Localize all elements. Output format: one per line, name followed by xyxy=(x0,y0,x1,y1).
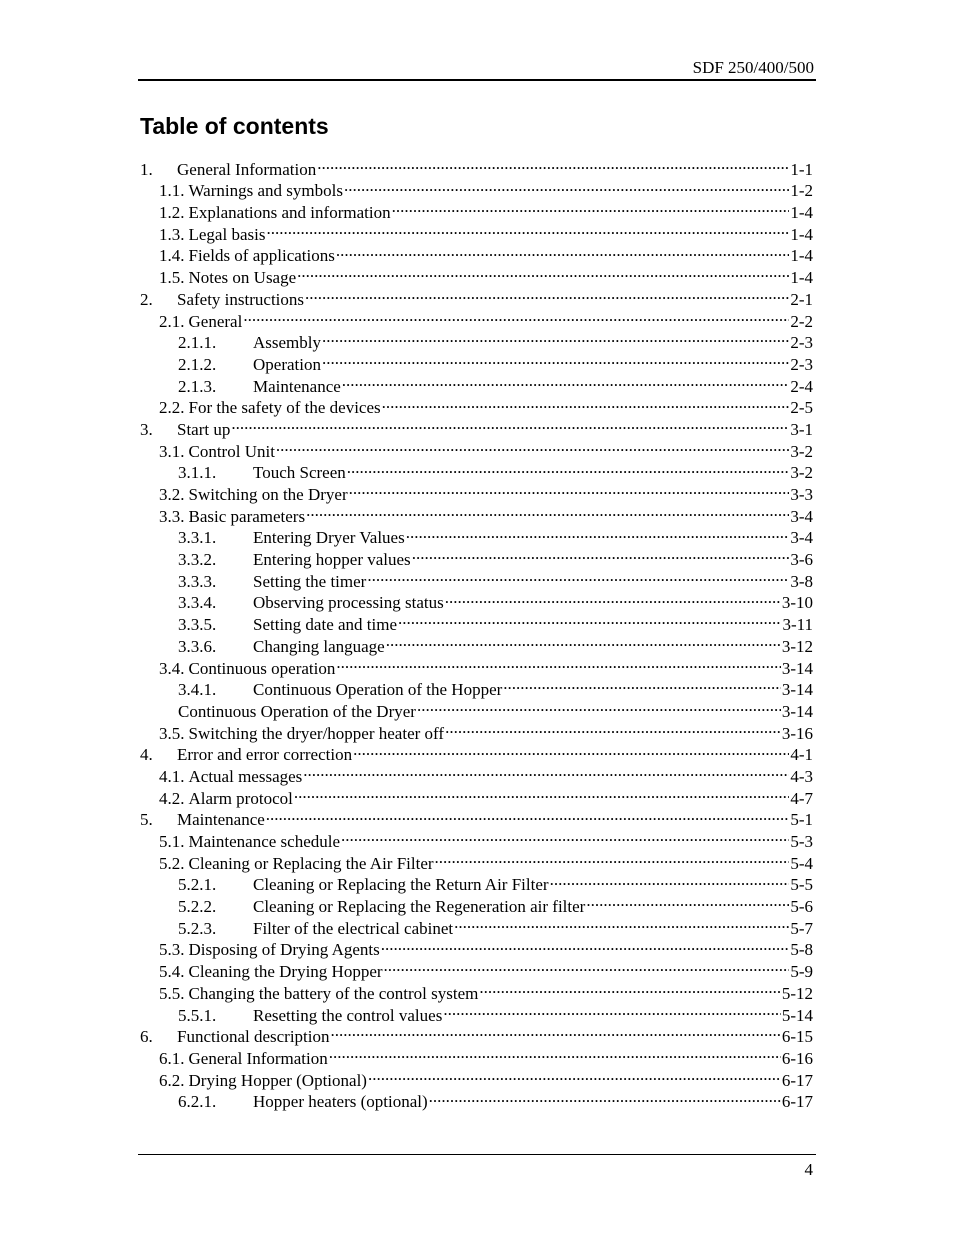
toc-entry-label: Alarm protocol xyxy=(188,788,293,808)
toc-entry-label: Cleaning or Replacing the Regeneration air filter xyxy=(253,897,586,917)
toc-entry-label: Continuous operation xyxy=(188,658,336,678)
toc-entry-label: General xyxy=(188,311,243,331)
toc-entry-number: 5.2. xyxy=(159,853,185,873)
toc-entry-label: Maintenance xyxy=(177,810,265,830)
table-of-contents xyxy=(140,153,813,1112)
toc-entry-label: Legal basis xyxy=(188,224,266,244)
toc-dot-leader xyxy=(342,370,790,392)
toc-entry-number: 6.2.1. xyxy=(178,1092,217,1112)
toc-dot-leader xyxy=(344,175,789,197)
toc-entry-number: 5.2.3. xyxy=(178,918,217,938)
toc-entry-page: 2-2 xyxy=(790,311,813,331)
toc-dot-leader xyxy=(368,1064,781,1086)
document-code: SDF 250/400/500 xyxy=(692,58,814,77)
page-number: 4 xyxy=(804,1160,813,1179)
toc-dot-leader xyxy=(412,543,790,565)
toc-entry-label: For the safety of the devices xyxy=(188,398,381,418)
toc-entry-label: Continuous Operation of the Dryer xyxy=(178,701,416,721)
toc-entry-page: 3-14 xyxy=(781,658,813,678)
toc-dot-leader xyxy=(550,869,790,891)
toc-dot-leader xyxy=(445,587,781,609)
toc-entry-label: Changing language xyxy=(253,636,385,656)
toc-dot-leader xyxy=(454,912,789,934)
toc-entry-page: 2-3 xyxy=(790,333,813,353)
toc-entry-label: Switching on the Dryer xyxy=(188,485,348,504)
toc-entry-label: Entering hopper values xyxy=(253,550,411,570)
toc-entry-number: 3.5. xyxy=(159,723,185,743)
toc-entry-page: 5-9 xyxy=(790,962,813,982)
toc-entry-page: 3-11 xyxy=(782,615,813,635)
toc-dot-leader xyxy=(406,522,790,544)
toc-entry-label: Actual messages xyxy=(188,766,303,786)
toc-dot-leader xyxy=(384,955,790,977)
toc-dot-leader xyxy=(231,413,789,435)
toc-dot-leader xyxy=(479,977,780,999)
toc-entry-page: 3-4 xyxy=(790,506,813,526)
toc-entry-number: 3.3. xyxy=(159,506,185,526)
toc-entry-number: 5.5.1. xyxy=(178,1005,217,1025)
toc-dot-leader xyxy=(297,261,789,283)
toc-entry-number: 3.4.1. xyxy=(178,680,217,700)
toc-entry-page: 1-1 xyxy=(790,159,813,179)
toc-dot-leader xyxy=(503,674,781,696)
toc-entry-number: 5.1. xyxy=(159,832,185,851)
toc-dot-leader xyxy=(586,890,789,912)
toc-dot-leader xyxy=(445,717,781,739)
toc-entry-label: Fields of applications xyxy=(188,246,335,266)
toc-dot-leader xyxy=(386,630,781,652)
toc-dot-leader xyxy=(382,392,790,414)
toc-entry-label: Changing the battery of the control system xyxy=(188,983,479,1003)
toc-entry-page: 6-16 xyxy=(781,1048,813,1068)
toc-entry-page: 3-16 xyxy=(781,723,813,743)
toc-entry-page: 5-7 xyxy=(790,918,813,938)
toc-entry-page: 3-12 xyxy=(781,636,813,656)
toc-entry-label: Warnings and symbols xyxy=(188,181,343,201)
toc-entry[interactable] xyxy=(140,413,813,439)
toc-entry-page: 1-2 xyxy=(790,181,813,201)
page-title: Table of contents xyxy=(140,113,329,139)
toc-entry-page: 3-4 xyxy=(790,528,813,548)
toc-entry-number: 4.2. xyxy=(159,788,185,808)
toc-dot-leader xyxy=(305,283,789,305)
toc-entry-page: 3-2 xyxy=(790,441,813,461)
toc-entry-page: 6-17 xyxy=(781,1092,813,1112)
toc-entry-number: 1.2. xyxy=(159,203,185,223)
toc-entry-page: 3-10 xyxy=(781,593,813,613)
toc-entry-label: Hopper heaters (optional) xyxy=(253,1092,428,1112)
toc-entry-label: Explanations and information xyxy=(188,203,391,223)
toc-entry-number: 2.1.3. xyxy=(178,376,217,396)
toc-entry-number: 1.3. xyxy=(159,224,185,244)
toc-entry-label: Error and error correction xyxy=(177,745,353,765)
toc-dot-leader xyxy=(443,999,781,1021)
toc-entry-label: Notes on Usage xyxy=(188,268,297,288)
toc-dot-leader xyxy=(435,847,790,869)
toc-entry-label: Start up xyxy=(177,419,231,439)
toc-dot-leader xyxy=(353,739,789,761)
toc-entry-label: Cleaning the Drying Hopper xyxy=(188,962,383,982)
toc-entry-label: Basic parameters xyxy=(188,506,306,526)
toc-entry-number: 3. xyxy=(140,419,153,439)
toc-entry-page: 5-8 xyxy=(790,940,813,960)
toc-entry-label: Setting the timer xyxy=(253,571,367,591)
toc-entry-page: 5-4 xyxy=(790,853,813,873)
toc-dot-leader xyxy=(276,435,789,457)
toc-entry-label: General Information xyxy=(188,1048,328,1068)
toc-entry-page: 5-6 xyxy=(790,897,813,917)
toc-entry-page: 1-4 xyxy=(790,246,813,266)
toc-entry-page: 2-1 xyxy=(790,289,813,309)
toc-entry-label: Disposing of Drying Agents xyxy=(188,940,380,960)
toc-dot-leader xyxy=(398,608,781,630)
toc-entry-number: 3.3.1. xyxy=(178,528,217,548)
toc-entry-page: 3-1 xyxy=(790,419,813,439)
toc-entry-number: 4.1. xyxy=(159,766,185,786)
toc-entry-number: 2.1.2. xyxy=(178,354,217,374)
toc-entry-number: 6. xyxy=(140,1027,153,1047)
toc-entry-page: 4-7 xyxy=(790,788,813,808)
toc-entry-number: 6.1. xyxy=(159,1048,185,1068)
toc-entry-number: 3.4. xyxy=(159,658,185,678)
toc-entry-number: 1. xyxy=(140,159,153,179)
toc-entry-label: Safety instructions xyxy=(177,289,305,309)
toc-dot-leader xyxy=(341,825,789,847)
toc-entry-page: 3-3 xyxy=(790,485,813,504)
toc-dot-leader xyxy=(429,1086,781,1108)
toc-dot-leader xyxy=(266,804,790,826)
toc-entry-label: Observing processing status xyxy=(253,593,444,613)
toc-entry-label: Drying Hopper (Optional) xyxy=(188,1070,367,1090)
toc-entry-number: 3.3.3. xyxy=(178,571,217,591)
toc-entry-number: 2.1. xyxy=(159,311,185,331)
toc-entry-number: 3.1.1. xyxy=(178,463,217,483)
toc-entry-page: 6-17 xyxy=(781,1070,813,1090)
footer-rule xyxy=(138,1154,816,1155)
toc-entry-label: Maintenance schedule xyxy=(188,832,341,851)
toc-entry-number: 3.2. xyxy=(159,485,185,504)
toc-entry-page: 1-4 xyxy=(790,203,813,223)
toc-entry-label: Filter of the electrical cabinet xyxy=(253,918,454,938)
toc-entry-number: 1.5. xyxy=(159,268,185,288)
toc-entry-number: 5.4. xyxy=(159,962,185,982)
toc-entry-page: 5-5 xyxy=(790,875,813,895)
toc-entry-number: 1.4. xyxy=(159,246,185,266)
toc-entry-label: Continuous Operation of the Hopper xyxy=(253,680,503,700)
toc-entry-number: 3.3.2. xyxy=(178,550,217,570)
toc-entry-page: 1-4 xyxy=(790,268,813,288)
toc-entry-label: Operation xyxy=(253,354,321,374)
toc-entry-number: 5.5. xyxy=(159,983,185,1003)
toc-entry-number: 5.2.2. xyxy=(178,897,217,917)
toc-dot-leader xyxy=(303,760,789,782)
toc-dot-leader xyxy=(336,240,789,262)
toc-entry-number: 3.3.6. xyxy=(178,636,217,656)
toc-dot-leader xyxy=(329,1042,781,1064)
toc-dot-leader xyxy=(266,218,789,240)
toc-dot-leader xyxy=(417,695,781,717)
toc-entry-page: 3-6 xyxy=(790,550,813,570)
toc-entry-label: Functional description xyxy=(177,1027,330,1047)
toc-entry-page: 2-5 xyxy=(790,398,813,418)
toc-entry-page: 6-15 xyxy=(781,1027,813,1047)
toc-dot-leader xyxy=(294,782,789,804)
toc-entry-page: 5-1 xyxy=(790,810,813,830)
toc-entry-page: 2-4 xyxy=(790,376,813,396)
toc-entry[interactable] xyxy=(140,153,813,179)
toc-entry-number: 1.1. xyxy=(159,181,185,201)
toc-entry-label: Cleaning or Replacing the Air Filter xyxy=(188,853,434,873)
toc-entry-number: 4. xyxy=(140,745,153,765)
toc-entry-page: 2-3 xyxy=(790,354,813,374)
toc-entry-number: 3.1. xyxy=(159,441,185,461)
toc-entry-number: 2.2. xyxy=(159,398,185,418)
toc-entry-page: 3-2 xyxy=(790,463,813,483)
toc-dot-leader xyxy=(306,500,789,522)
toc-dot-leader xyxy=(331,1021,781,1043)
toc-dot-leader xyxy=(243,305,789,327)
toc-entry-page: 4-1 xyxy=(790,745,813,765)
toc-entry-number: 3.3.4. xyxy=(178,593,217,613)
toc-entry-label: Touch Screen xyxy=(253,463,346,483)
toc-entry-label: Setting date and time xyxy=(253,615,397,635)
toc-dot-leader xyxy=(322,348,789,370)
toc-dot-leader xyxy=(392,196,790,218)
toc-entry-number: 6.2. xyxy=(159,1070,185,1090)
toc-dot-leader xyxy=(347,457,790,479)
toc-entry-label: Control Unit xyxy=(188,441,275,461)
header-rule xyxy=(138,79,816,81)
toc-entry-page: 3-14 xyxy=(781,680,813,700)
toc-entry-page: 3-8 xyxy=(790,571,813,591)
toc-entry-page: 5-14 xyxy=(781,1005,813,1025)
toc-entry-page: 4-3 xyxy=(790,766,813,786)
toc-entry-number: 2. xyxy=(140,289,153,309)
toc-dot-leader xyxy=(381,934,790,956)
toc-entry-label: Switching the dryer/hopper heater off xyxy=(188,723,445,743)
toc-entry-label: Maintenance xyxy=(253,376,341,396)
toc-entry-number: 3.3.5. xyxy=(178,615,217,635)
toc-entry-number: 2.1.1. xyxy=(178,333,217,353)
toc-dot-leader xyxy=(317,153,789,175)
toc-entry-label: Assembly xyxy=(253,333,321,353)
toc-entry-number: 5. xyxy=(140,810,153,830)
toc-entry-page: 3-14 xyxy=(781,701,813,721)
toc-entry-page: 5-3 xyxy=(790,832,813,851)
toc-entry-page: 1-4 xyxy=(790,224,813,244)
toc-entry-page: 5-12 xyxy=(781,983,813,1003)
toc-dot-leader xyxy=(349,478,790,500)
toc-entry-number: 5.2.1. xyxy=(178,875,217,895)
toc-entry[interactable] xyxy=(140,435,813,461)
toc-entry-number: 5.3. xyxy=(159,940,185,960)
toc-entry-label: Cleaning or Replacing the Return Air Filter xyxy=(253,875,549,895)
toc-entry-label: Resetting the control values xyxy=(253,1005,443,1025)
toc-entry-label: General Information xyxy=(177,159,317,179)
toc-entry-label: Entering Dryer Values xyxy=(253,528,405,548)
toc-dot-leader xyxy=(322,327,789,349)
toc-dot-leader xyxy=(367,565,789,587)
toc-dot-leader xyxy=(336,652,780,674)
